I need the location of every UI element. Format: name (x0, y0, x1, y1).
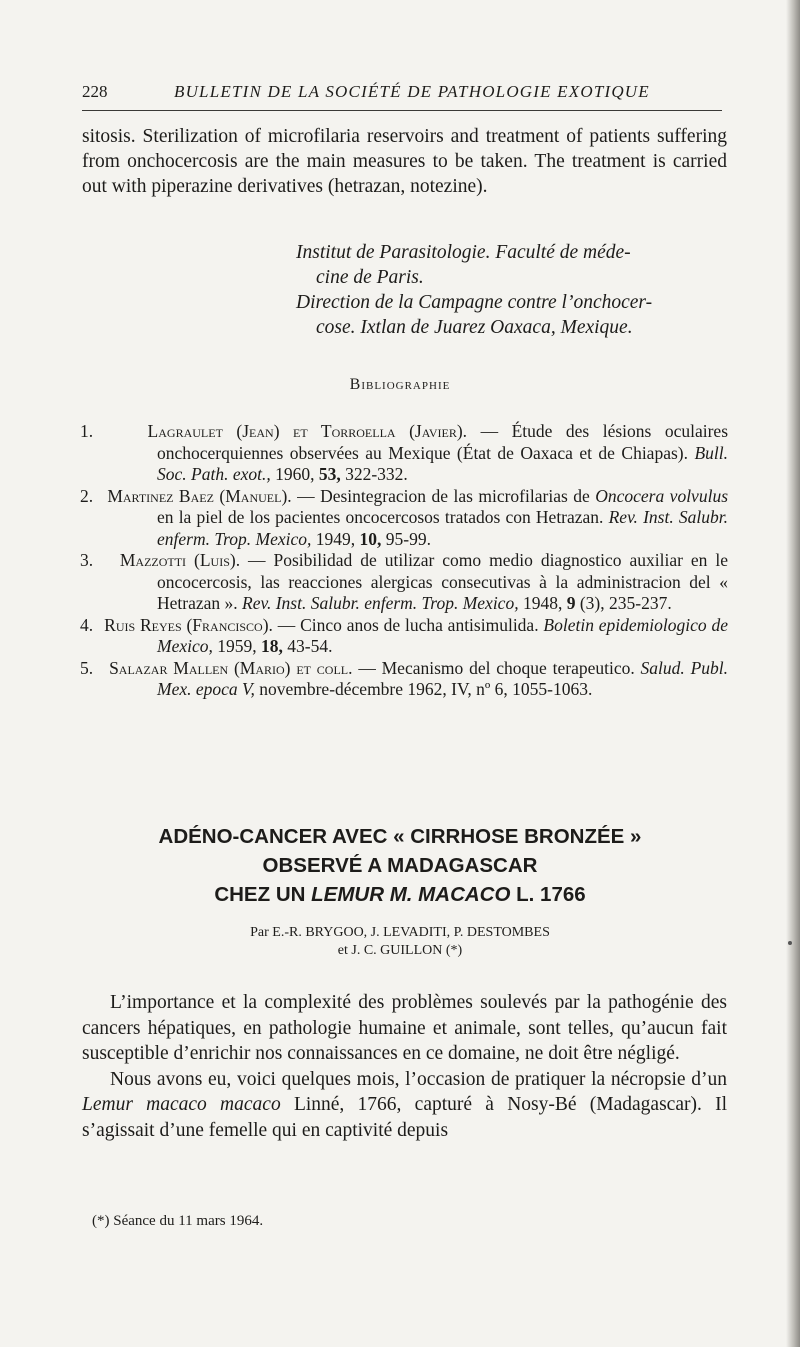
reference-number: 5. (80, 657, 94, 678)
journal-title: BULLETIN DE LA SOCIÉTÉ DE PATHOLOGIE EXOTIQUE (174, 82, 650, 101)
reference-pages: 235-237. (609, 593, 672, 613)
reference-author: Salazar Mallen (Mario) et coll. (109, 657, 353, 678)
reference-text: — Étude des lésions oculaires onchocerquiennes observées au Mexique (État de Oaxaca et de Chiapas). (157, 421, 729, 463)
body-text: Nous avons eu, voici quelques mois, l’occasion de pratiquer la nécropsie d’un (110, 1068, 727, 1090)
body-species: Lemur macaco macaco (82, 1094, 281, 1115)
reference-journal: Bull. Soc. Path. exot., (157, 442, 728, 484)
affiliation-line-3: Direction de la Campagne contre l’onchocer- (296, 292, 653, 313)
header-rule (82, 110, 722, 111)
reference-item (80, 658, 728, 701)
reference-text-2: novembre-décembre 1962, IV, nº 6, 1055-1063. (259, 679, 593, 699)
title-suffix: L. 1766 (516, 883, 586, 906)
reference-species: Oncocera volvulus (595, 485, 729, 506)
reference-author: Martinez Baez (Manuel). (107, 485, 292, 506)
reference-author: Ruis Reyes (Francisco). (104, 614, 273, 635)
running-header (82, 82, 722, 106)
reference-volume: 53, (318, 464, 341, 484)
reference-author: Lagraulet (Jean) et Torroella (Javier). (147, 421, 468, 441)
article-authors (0, 924, 800, 960)
article-title-line-1: ADÉNO-CANCER AVEC « CIRRHOSE BRONZÉE » (158, 825, 642, 848)
reference-journal: Salud. Publ. Mex. epoca V, (157, 657, 729, 699)
reference-text: — Posibilidad de utilizar como medio diagnostico auxiliar en le oncocercosis, las reacciones alergicas consecutivas à la administracion del « Hetrazan ». (157, 550, 728, 613)
reference-item (80, 550, 728, 615)
affiliation-line-1: Institut de Parasitologie. Faculté de méde- (296, 242, 631, 263)
reference-volume: 10, (359, 528, 382, 549)
page-number: 228 (82, 82, 108, 101)
margin-speck (788, 941, 792, 945)
reference-year: 1948, (522, 593, 563, 613)
reference-journal: Rev. Inst. Salubr. enferm. Trop. Mexico, (242, 593, 519, 613)
reference-number: 3. (80, 550, 94, 570)
reference-list (80, 421, 728, 701)
reference-year: 1960, (275, 464, 315, 484)
reference-text: — Mecanismo del choque terapeutico. (358, 657, 635, 678)
reference-pages: 322-332. (345, 464, 408, 484)
reference-year: 1959, (217, 636, 257, 656)
bibliography-heading: Bibliographie (349, 376, 451, 393)
reference-text-2: en la piel de los pacientes oncocercosos tratados con Hetrazan. (157, 507, 604, 527)
authors-line-2: et J. C. GUILLON (*) (337, 943, 463, 958)
reference-number: 1. (80, 421, 94, 441)
page-edge-shadow (786, 0, 800, 1347)
reference-number: 2. (80, 485, 94, 506)
affiliation-line-2: cine de Paris. (316, 267, 424, 288)
authors-line-1: Par E.-R. BRYGOO, J. LEVADITI, P. DESTOMBES (250, 925, 550, 940)
reference-item (80, 421, 728, 486)
reference-author: Mazzotti (Luis). (119, 550, 241, 570)
reference-journal: Boletin epidemiologico de Mexico, (157, 614, 729, 656)
article-title-line-3 (0, 880, 800, 909)
affiliation-block (296, 240, 726, 340)
title-species: LEMUR M. MACACO (311, 883, 511, 906)
reference-pages: 95-99. (385, 528, 431, 549)
reference-text: — Cinco anos de lucha antisimulida. (277, 614, 539, 635)
body-text: Linné, 1766, capturé à Nosy-Bé (Madagascar). Il s’agissait d’une femelle qui en captivité depuis (82, 1094, 727, 1141)
reference-issue: (3), (579, 593, 605, 613)
title-prefix: CHEZ UN (214, 883, 306, 906)
footnote: (*) Séance du 11 mars 1964. (92, 1213, 264, 1229)
reference-volume: 9 (566, 593, 576, 613)
reference-number: 4. (80, 614, 94, 635)
reference-year: 1949, (315, 528, 356, 549)
body-paragraph-2 (82, 1067, 727, 1144)
article-body (82, 990, 727, 1143)
reference-volume: 18, (261, 636, 283, 656)
affiliation-line-4: cose. Ixtlan de Juarez Oaxaca, Mexique. (316, 317, 633, 338)
article-title-line-2: OBSERVÉ A MADAGASCAR (262, 854, 538, 877)
reference-pages: 43-54. (287, 636, 333, 656)
reference-item (80, 615, 728, 658)
reference-text: — Desintegracion de las microfilarias de (297, 485, 590, 506)
reference-journal: Rev. Inst. Salubr. enferm. Trop. Mexico, (157, 507, 728, 549)
reference-item (80, 486, 728, 551)
article-title (0, 822, 800, 909)
intro-paragraph: sitosis. Sterilization of microfilaria reservoirs and treatment of patients suffering from onchocercosis are the main measures to be taken. The treatment is carried out with piperazine derivatives (hetrazan, notezine). (82, 126, 727, 197)
body-paragraph-1: L’importance et la complexité des problèmes soulevés par la pathogénie des cancers hépatiques, en pathologie humaine et animale, sont telles, qu’aucun fait susceptible d’enrichir nos connaissances en ce domaine, ne doit être négligé. (82, 992, 727, 1064)
